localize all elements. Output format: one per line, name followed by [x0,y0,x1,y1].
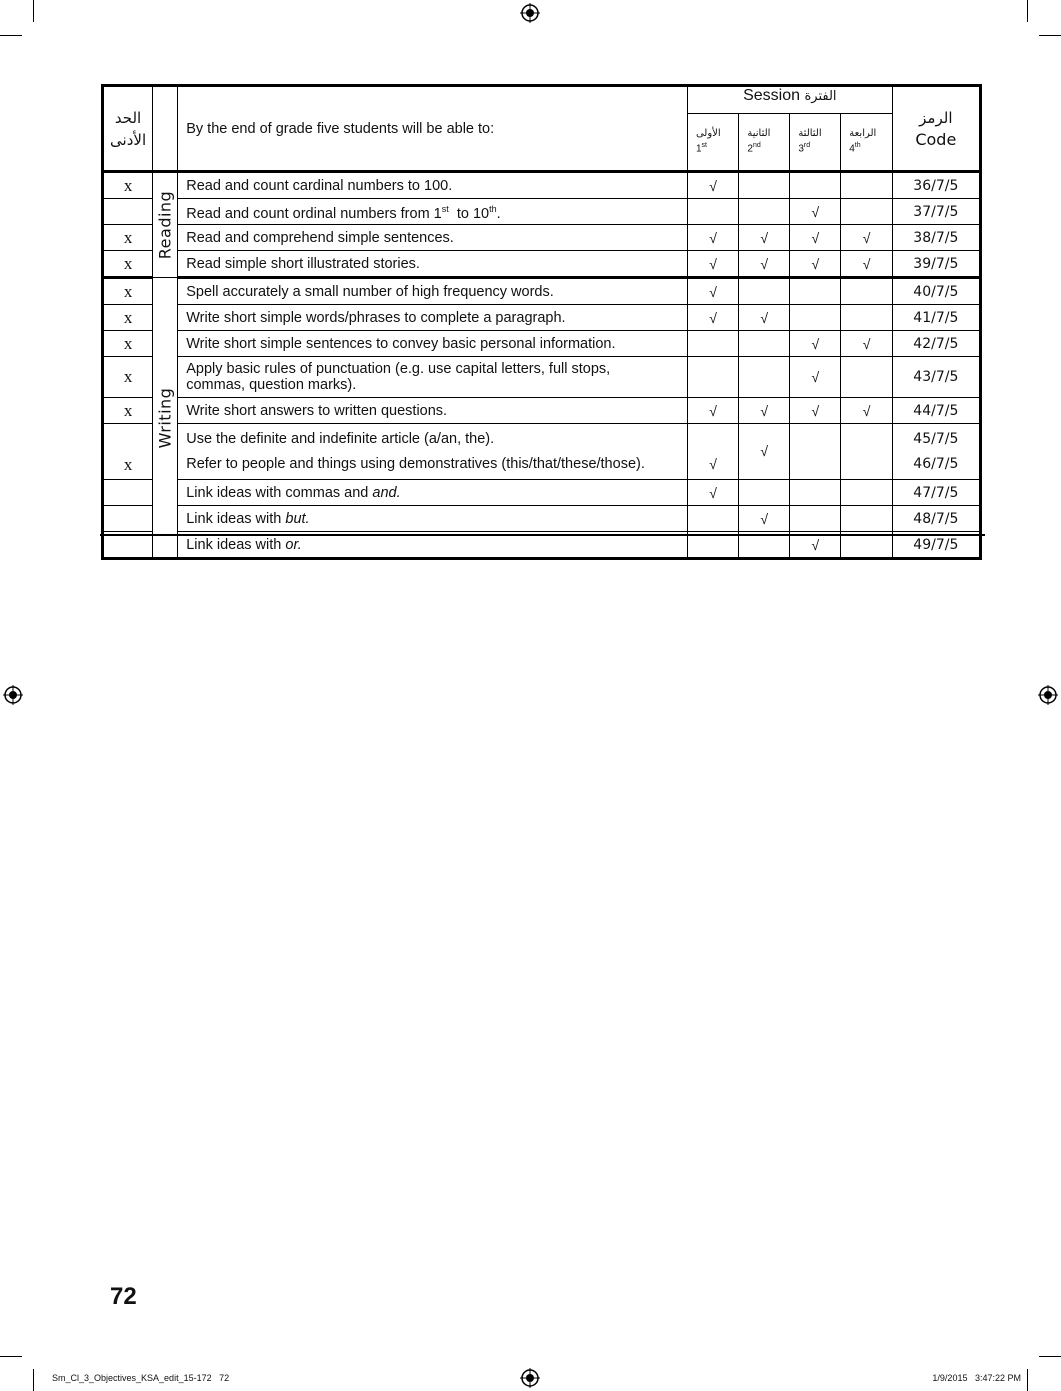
crop-mark [33,0,34,22]
crop-mark [1039,35,1061,36]
session-3-check: √ [790,532,841,559]
crop-mark [0,1356,22,1357]
session-4-check: √ [841,331,892,357]
session-2-num: 2 [747,143,753,155]
reading-label-text: Reading [155,190,175,260]
table-row [103,480,981,506]
session-3-sup: rd [803,142,811,150]
session-2-check [739,357,790,398]
minimum-mark: x [103,424,153,480]
objective-text: Read and comprehend simple sentences. [178,225,688,251]
crop-mark [0,35,22,36]
code-header-ar: الرمز [919,108,953,127]
session-3-check: √ [790,331,841,357]
table-underline [100,534,985,536]
minimum-mark [103,199,153,225]
objective-text-part: . [496,205,501,222]
objective-text-part: Link ideas with [186,536,286,553]
objective-text: Read simple short illustrated stories. [178,251,688,278]
table-row [103,357,981,398]
session-3-check: √ [790,199,841,225]
session-3-check [790,278,841,305]
objective-text [178,424,688,480]
session-2-check [739,480,790,506]
session-1-check [687,331,738,357]
session-1-sup: st [701,142,707,150]
crop-mark [1039,1356,1061,1357]
table-row [103,225,981,251]
section-header-blank [153,86,178,172]
session-header [687,86,892,172]
session-1-check [687,357,738,398]
check-line: √ [760,443,769,459]
objective-code: 48/7/5 [892,506,980,532]
superscript: th [489,204,497,215]
registration-mark-icon [1038,685,1058,705]
minimum-mark: x [103,251,153,278]
table-row [103,398,981,424]
session-3-ar: الثالثة [798,128,822,140]
objective-text-line: Use the definite and indefinite article (a/an, the). [186,430,495,447]
objective-text: Write short answers to written questions. [178,398,688,424]
session-4-check: √ [841,398,892,424]
objectives-table-wrapper [101,84,984,560]
session-4-check [841,278,892,305]
session-4-header [841,114,892,170]
table-row [103,305,981,331]
objective-intro: By the end of grade five students will be able to: [178,86,688,172]
session-title [688,87,892,114]
session-4-check [841,506,892,532]
objective-text-emphasis: but. [285,510,310,527]
table-row [103,278,981,305]
session-2-header [739,114,790,170]
session-4-check [841,357,892,398]
code-header [892,86,980,172]
session-1-check: √ [687,305,738,331]
table-row [103,331,981,357]
objective-code: 38/7/5 [892,225,980,251]
session-2-ar: الثانية [747,128,771,140]
table-row [103,424,981,480]
footer-timestamp: 1/9/2015 3:47:22 PM [932,1373,1021,1383]
objective-code: 43/7/5 [892,357,980,398]
objective-code: 49/7/5 [892,532,980,559]
session-2-check [739,199,790,225]
code-line: 46/7/5 [913,455,959,472]
minimum-mark: x [103,172,153,199]
session-3-check: √ [790,225,841,251]
crop-mark [1027,1369,1028,1391]
session-4-ar: الرابعة [849,128,877,140]
minimum-mark: x [103,357,153,398]
minimum-mark: x [103,305,153,331]
objective-code: 37/7/5 [892,199,980,225]
objective-code: 47/7/5 [892,480,980,506]
session-label-ar: الفترة [804,89,837,104]
registration-mark-icon [3,685,23,705]
objective-code [892,424,980,480]
objective-text: Write short simple sentences to convey basic personal information. [178,331,688,357]
session-1-check: √ [687,480,738,506]
session-1-check [687,424,738,480]
session-1-check [687,199,738,225]
session-2-check [739,424,790,480]
objective-text: Write short simple words/phrases to complete a paragraph. [178,305,688,331]
code-header-label: Code [915,129,957,149]
objective-text-part: Link ideas with [186,510,286,527]
objective-text-emphasis: and. [372,484,401,501]
session-4-sup: th [854,142,861,150]
minimum-mark [103,480,153,506]
crop-mark [1027,0,1028,22]
session-3-check: √ [790,357,841,398]
session-4-check: √ [841,225,892,251]
session-2-check: √ [739,251,790,278]
minimum-mark [103,506,153,532]
session-1-check: √ [687,225,738,251]
table-header-row [103,86,981,172]
registration-mark-icon [520,1368,540,1388]
session-3-num: 3 [798,143,804,155]
writing-section-label [153,278,178,559]
session-3-check [790,480,841,506]
minimum-header-line2: الأدنى [110,130,147,149]
objective-code: 39/7/5 [892,251,980,278]
footer-file-info: Sm_Cl_3_Objectives_KSA_edit_15-172 72 [52,1373,230,1383]
session-4-check: √ [841,251,892,278]
minimum-header-line1: الحد [114,108,142,127]
objective-code: 40/7/5 [892,278,980,305]
code-line: 45/7/5 [913,430,959,447]
registration-mark-icon [520,3,540,23]
objective-text-line: Apply basic rules of punctuation (e.g. use capital letters, full stops, [186,361,611,377]
objective-text [178,506,688,532]
objective-text [178,480,688,506]
session-3-check: √ [790,251,841,278]
session-1-check: √ [687,172,738,199]
session-3-check: √ [790,398,841,424]
objective-text [178,199,688,225]
session-4-check [841,172,892,199]
session-1-check: √ [687,251,738,278]
table-row [103,506,981,532]
session-2-check [739,278,790,305]
table-row [103,172,981,199]
objective-text [178,357,688,398]
superscript: st [441,204,449,215]
session-3-check [790,424,841,480]
session-2-check: √ [739,305,790,331]
reading-section-label [153,172,178,278]
writing-label-text: Writing [155,387,175,448]
objective-text-line: Refer to people and things using demonstratives (this/that/these/those). [186,455,645,472]
session-1-header [688,114,739,170]
objective-code: 36/7/5 [892,172,980,199]
session-label: Session [743,87,801,104]
session-4-num: 4 [849,143,855,155]
session-3-check [790,172,841,199]
session-1-check: √ [687,278,738,305]
objective-text: Read and count cardinal numbers to 100. [178,172,688,199]
table-row [103,199,981,225]
objective-code: 42/7/5 [892,331,980,357]
objective-text-line: commas, question marks). [186,377,357,393]
minimum-mark: x [103,278,153,305]
page-number: 72 [110,1283,137,1310]
session-3-check [790,506,841,532]
table-row [103,251,981,278]
minimum-header [103,86,153,172]
crop-mark [33,1369,34,1391]
minimum-mark: x [103,331,153,357]
session-3-check [790,305,841,331]
session-1-num: 1 [695,143,702,155]
minimum-mark: x [103,398,153,424]
session-2-check: √ [739,506,790,532]
session-2-check [739,331,790,357]
objective-code: 41/7/5 [892,305,980,331]
session-4-check [841,424,892,480]
session-1-check [687,506,738,532]
session-2-check [739,172,790,199]
objectives-table [101,84,982,560]
objective-text: Spell accurately a small number of high frequency words. [178,278,688,305]
check-line: √ [709,455,717,472]
objective-text-part: to 10 [448,205,490,222]
session-2-check: √ [739,398,790,424]
objective-code: 44/7/5 [892,398,980,424]
check-line [688,427,738,452]
session-1-ar: الأولى [695,128,721,140]
session-2-sup: nd [752,142,761,150]
objective-text-part: Read and count ordinal numbers from 1 [186,205,442,222]
objective-text-emphasis: or. [285,536,302,553]
minimum-mark: x [103,225,153,251]
objective-text-part: Link ideas with commas and [186,484,373,501]
session-4-check [841,480,892,506]
session-2-check: √ [739,225,790,251]
session-1-check: √ [687,398,738,424]
session-4-check [841,199,892,225]
session-4-check [841,305,892,331]
session-3-header [790,114,841,170]
